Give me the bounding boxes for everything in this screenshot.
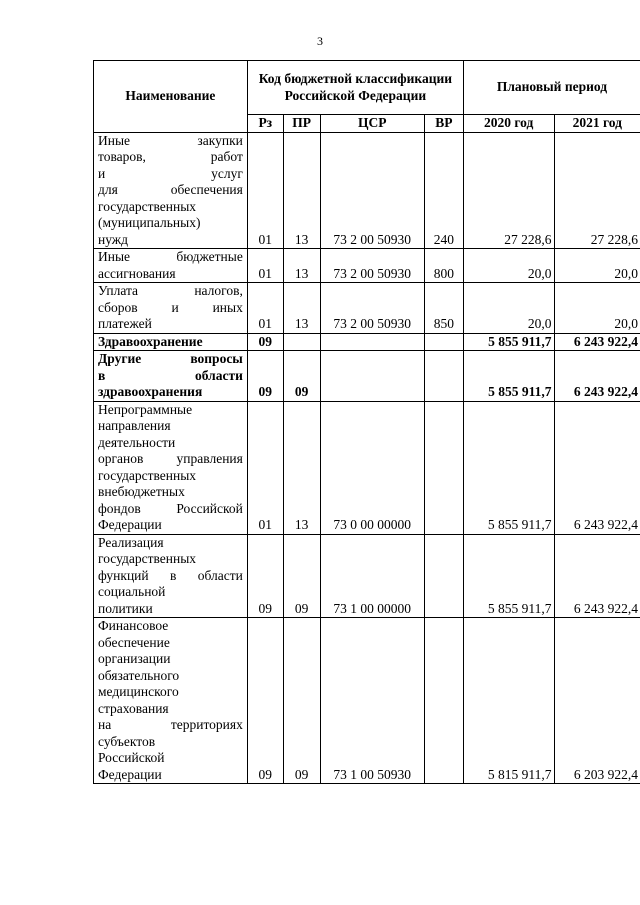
row-name <box>94 333 248 351</box>
row-name <box>94 132 248 249</box>
header-year-2020: 2020 год <box>463 115 554 133</box>
row-name-line: государственных <box>98 467 197 483</box>
row-name-line: платежей <box>98 316 152 331</box>
row-rz: 09 <box>247 534 283 618</box>
row-rz: 01 <box>247 132 283 249</box>
row-name-line: Непрограммные <box>98 401 193 417</box>
row-vr <box>424 618 463 784</box>
row-vr: 850 <box>424 283 463 334</box>
row-pr: 13 <box>283 401 320 534</box>
row-name-line: направления <box>98 418 171 433</box>
row-amount-2020: 5 855 911,7 <box>463 351 554 402</box>
row-amount-2021: 6 203 922,4 <box>554 618 640 784</box>
row-name-line: Здравоохранение <box>98 333 203 349</box>
row-name-line: ассигнования <box>98 265 176 281</box>
row-rz: 09 <box>247 618 283 784</box>
row-name <box>94 249 248 283</box>
row-amount-2020: 5 815 911,7 <box>463 618 554 784</box>
row-rz: 09 <box>247 351 283 402</box>
header-pr: ПР <box>283 115 320 133</box>
row-amount-2021: 6 243 922,4 <box>554 534 640 618</box>
row-csr: 73 1 00 00000 <box>320 534 424 618</box>
row-rz: 01 <box>247 283 283 334</box>
header-code-group: Код бюджетной классификации Российской Федерации <box>247 61 463 115</box>
table-row <box>94 249 640 283</box>
row-vr <box>424 401 463 534</box>
row-pr: 09 <box>283 534 320 618</box>
row-name-line: Реализация <box>98 534 164 550</box>
row-name-line: Другие вопросы <box>98 351 243 366</box>
row-amount-2021: 6 243 922,4 <box>554 333 640 351</box>
row-name <box>94 351 248 402</box>
row-csr: 73 2 00 50930 <box>320 283 424 334</box>
row-name-line: Уплата налогов, <box>98 283 243 298</box>
row-name-line: политики <box>98 600 153 616</box>
row-pr <box>283 333 320 351</box>
row-name-line: государственных <box>98 198 197 214</box>
row-name-line: органов управления <box>98 451 243 466</box>
header-planned-group: Плановый период <box>463 61 640 115</box>
row-name-line: обеспечение <box>98 634 170 650</box>
row-csr: 73 0 00 00000 <box>320 401 424 534</box>
row-rz: 01 <box>247 249 283 283</box>
row-name-line: Федерации <box>98 766 162 782</box>
row-amount-2021: 20,0 <box>554 249 640 283</box>
row-name-line: внебюджетных <box>98 484 185 499</box>
row-name-line: Российской <box>98 750 165 765</box>
row-name <box>94 283 248 334</box>
row-vr <box>424 351 463 402</box>
row-name-line: медицинского <box>98 684 179 699</box>
row-name-line: социальной <box>98 584 166 599</box>
header-name: Наименование <box>94 61 248 133</box>
table-row <box>94 401 640 534</box>
row-name-line: обязательного <box>98 667 180 683</box>
row-amount-2021: 6 243 922,4 <box>554 401 640 534</box>
row-name-line: Иные бюджетные <box>98 249 243 264</box>
row-amount-2021: 27 228,6 <box>554 132 640 249</box>
table-row <box>94 351 640 402</box>
row-name-line: товаров, работ <box>98 149 243 164</box>
row-vr: 800 <box>424 249 463 283</box>
header-year-2021: 2021 год <box>554 115 640 133</box>
row-amount-2020: 27 228,6 <box>463 132 554 249</box>
row-name-line: Иные закупки <box>98 132 243 148</box>
row-name <box>94 618 248 784</box>
row-pr: 09 <box>283 618 320 784</box>
row-name-line: здравоохранения <box>98 384 203 399</box>
row-name-line: организации <box>98 651 171 666</box>
row-csr <box>320 333 424 351</box>
row-pr: 09 <box>283 351 320 402</box>
row-name <box>94 401 248 534</box>
row-pr: 13 <box>283 249 320 283</box>
row-name-line: субъектов <box>98 733 156 749</box>
row-name-line: для обеспечения <box>98 182 243 197</box>
table-row <box>94 132 640 249</box>
row-amount-2020: 5 855 911,7 <box>463 333 554 351</box>
row-name-line: нужд <box>98 231 128 247</box>
row-amount-2020: 5 855 911,7 <box>463 401 554 534</box>
row-amount-2021: 20,0 <box>554 283 640 334</box>
row-csr: 73 2 00 50930 <box>320 249 424 283</box>
row-name-line: (муниципальных) <box>98 215 201 230</box>
row-csr <box>320 351 424 402</box>
table-row <box>94 618 640 784</box>
page-number: 3 <box>317 34 323 48</box>
row-rz: 09 <box>247 333 283 351</box>
table-body <box>94 132 640 784</box>
row-rz: 01 <box>247 401 283 534</box>
row-name-line: сборов и иных <box>98 299 243 315</box>
table-row <box>94 333 640 351</box>
row-name-line: страхования <box>98 700 169 716</box>
row-name <box>94 534 248 618</box>
row-name-line: функций в области <box>98 567 243 583</box>
row-pr: 13 <box>283 132 320 249</box>
budget-table <box>93 60 640 784</box>
row-amount-2020: 20,0 <box>463 283 554 334</box>
row-name-line: государственных <box>98 551 197 566</box>
header-row-1 <box>94 61 640 115</box>
table-row <box>94 534 640 618</box>
row-name-line: в области <box>98 367 243 383</box>
row-name-line: на территориях <box>98 717 243 732</box>
row-amount-2021: 6 243 922,4 <box>554 351 640 402</box>
row-vr: 240 <box>424 132 463 249</box>
row-csr: 73 2 00 50930 <box>320 132 424 249</box>
row-amount-2020: 5 855 911,7 <box>463 534 554 618</box>
row-name-line: Финансовое <box>98 618 169 633</box>
row-name-line: и услуг <box>98 165 243 181</box>
table-row <box>94 283 640 334</box>
row-vr <box>424 333 463 351</box>
row-vr <box>424 534 463 618</box>
row-pr: 13 <box>283 283 320 334</box>
header-rz: Рз <box>247 115 283 133</box>
row-name-line: Федерации <box>98 517 162 532</box>
header-csr: ЦСР <box>320 115 424 133</box>
header-vr: ВР <box>424 115 463 133</box>
row-amount-2020: 20,0 <box>463 249 554 283</box>
row-csr: 73 1 00 50930 <box>320 618 424 784</box>
row-name-line: фондов Российской <box>98 500 243 516</box>
row-name-line: деятельности <box>98 434 176 450</box>
